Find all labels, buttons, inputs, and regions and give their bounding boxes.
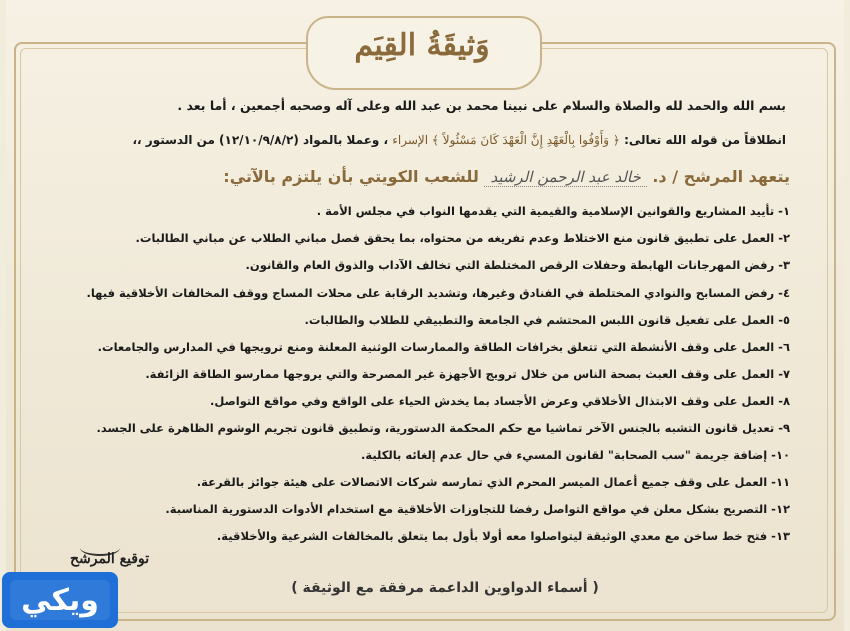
pledge-item: ١- تأييد المشاريع والقوانين الإسلامية والقيمية التي يقدمها النواب في مجلس الأمة . [316,204,790,218]
pledge-item: ٧- العمل على وقف العبث بصحة الناس من خلال ترويج الأجهزة غير المصرحة والتي يروجها ممارسو الطاقة الزائفة. [145,367,790,381]
pledge-item: ١٣- فتح خط ساخن مع معدي الوثيقة ليتواصلوا معه أولا بأول بما يتعلق بالمخالفات الشرعية والأخلاقية. [216,529,790,543]
pledge-item: ٨- العمل على وقف الابتذال الأخلاقي وعرض الأجساد بما يخدش الحياء على الواقع وفي مواقع التواصل. [210,394,790,408]
basmala-line: بسم الله والحمد لله والصلاة والسلام على نبينا محمد بن عبد الله وعلى آله وصحبه أجمعين ، أما بعد . [177,98,786,113]
quran-quote: ﴿ وَأَوْفُوا بِالْعَهْدِ إِنَّ الْعَهْدَ كَانَ مَسْئُولاً ﴾ الإسراء [392,133,620,147]
pledge-suffix: للشعب الكويتي بأن يلتزم بالآتي: [223,167,479,186]
pledge-line [223,167,790,187]
intro-suffix: ، وعملا بالمواد (١٢/١٠/٩/٨/٢) من الدستور ،، [132,133,389,147]
pledge-prefix: يتعهد المرشح / د. [652,167,790,186]
pledge-item: ١٠- إضافة جريمة "سب الصحابة" لقانون المسيء في حال عدم إلغائه بالكلية. [361,448,790,462]
pledge-item: ٥- العمل على تفعيل قانون اللبس المحتشم في الجامعة والتطبيقي للطلاب والطالبات. [304,313,790,327]
site-logo[interactable]: ويكي [2,572,118,628]
candidate-name: خالد عبد الرحمن الرشيد [484,168,646,187]
pledge-item: ٤- رفض المسابح والنوادي المختلطة في الفنادق وغيرها، وتشديد الرقابة على محلات المساج ووقف المخالفات الأخلاقية فيها. [86,286,790,300]
pledge-item: ٢- العمل على تطبيق قانون منع الاختلاط وعدم تفريغه من محتواه، بما يحقق فصل مباني الطلاب عن مباني الطالبات. [135,231,790,245]
pledge-item: ١٢- التصريح بشكل معلن في مواقع التواصل رفضا للتجاوزات الأخلاقية مع استخدام الأدوات الدستورية المناسبة. [165,502,790,516]
document-title: وَثيقَةُ القِيَم [354,28,490,63]
intro-prefix: انطلاقاً من قوله الله تعالى: [624,133,786,147]
pledge-item: ١١- العمل على وقف جميع أعمال الميسر المحرم الذي تمارسه شركات الاتصالات على هيئة جوائز بالقرعة. [196,475,790,489]
intro-line [132,133,786,147]
signature-label: توقيع المرشح [70,551,150,567]
pledge-item: ٣- رفض المهرجانات الهابطة وحفلات الرقص المختلطة التي تخالف الآداب والذوق العام والقانون. [245,258,790,272]
pledge-item: ٩- تعديل قانون التشبه بالجنس الآخر تماشيا مع حكم المحكمة الدستورية، وتطبيق قانون تجريم الوشوم الظاهرة على الجسد. [96,421,790,435]
pledge-item: ٦- العمل على وقف الأنشطة التي تتعلق بخرافات الطاقة والممارسات الوثنية المعلنة ومنع ترويجها في المدارس والجامعات. [97,340,790,354]
footer-note: ( أسماء الدواوين الداعمة مرفقة مع الوثيقة ) [291,580,599,596]
